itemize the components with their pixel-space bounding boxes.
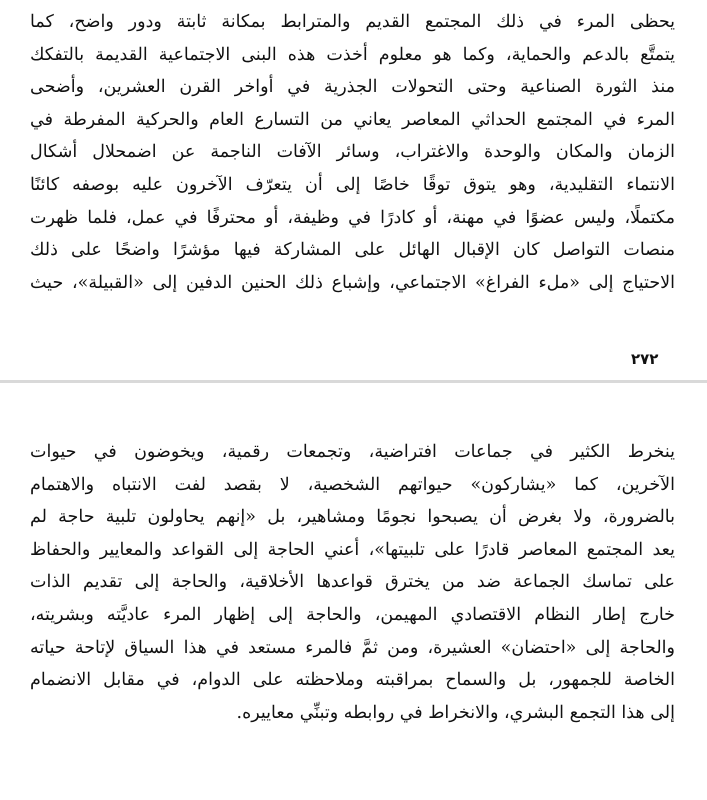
text-line: المرء في المجتمع الحداثي المعاصر يعاني من التسارع العام والحركية المفرطة في [30,109,675,130]
body-paragraph-bottom [30,436,675,729]
text-line: والحاجة إلى «احتضان» العشيرة، ومن ثمَّ فالمرء مستعد في هذا السياق لإتاحة حياته [30,637,675,658]
text-line: مكتملًا، وليس عضوًا في مهنة، أو كادرًا في وظيفة، أو محترفًا في عمل، فلما ظهرت [30,207,675,228]
text-line: منصات التواصل كان الإقبال الهائل على المشاركة فيها مؤشرًا واضحًا على ذلك [30,240,675,261]
text-line: يتمتَّع بالدعم والحماية، وكما هو معلوم أخذت هذه البنى الاجتماعية القديمة بالتفكك [30,44,675,65]
text-line: الخاصة للجمهور، بل والسماح بمراقبته وملاحظته على الدوام، في مقابل الانضمام [30,670,675,691]
text-line: إلى هذا التجمع البشري، والانخراط في روابطه وتبنِّي معاييره. [236,702,675,723]
text-line: الاحتياج إلى «ملء الفراغ» الاجتماعي، وإشباع ذلك الحنين الدفين إلى «القبيلة»، حيث [30,272,675,293]
text-line: الانتماء التقليدية، وهو يتوق توقًا خاصًا إلى أن يتعرّف الآخرون عليه بوصفه كائنًا [30,174,675,195]
page-number: ٢٧٢ [631,350,659,368]
book-page-bottom [0,383,707,800]
text-line: الزمان والمكان والوحدة والاغتراب، وسائر الآفات الناجمة عن اضمحلال أشكال [30,142,675,163]
text-line: بالضرورة، ولا بغرض أن يصبحوا نجومًا ومشاهير، بل «إنهم يحاولون تلبية حاجة لم [30,507,675,528]
text-line: يحظى المرء في ذلك المجتمع القديم والمترابط بمكانة ثابتة ودور واضح، كما [30,12,675,32]
text-line: الآخرين، كما «يشاركون» حيواتهم الشخصية، لا بقصد لفت الانتباه والاهتمام [30,474,675,495]
body-paragraph-top [30,6,675,299]
text-line: ينخرط الكثير في جماعات افتراضية، وتجمعات رقمية، ويخوضون في حيوات [30,442,675,462]
text-line: يعد المجتمع المعاصر قادرًا على تلبيتها»، أعني الحاجة إلى القواعد والمعايير والحفاظ [30,539,675,560]
book-page-top [0,0,707,380]
text-line: خارج إطار النظام الاقتصادي المهيمن، والحاجة إلى إظهار المرء عاديَّته وبشريته، [30,604,675,625]
text-line: على تماسك الجماعة ضد من يخترق قواعدها الأخلاقية، والحاجة إلى تقديم الذات [30,572,675,593]
text-line: منذ الثورة الصناعية وحتى التحولات الجذرية في أواخر القرن العشرين، وأضحى [30,77,675,98]
